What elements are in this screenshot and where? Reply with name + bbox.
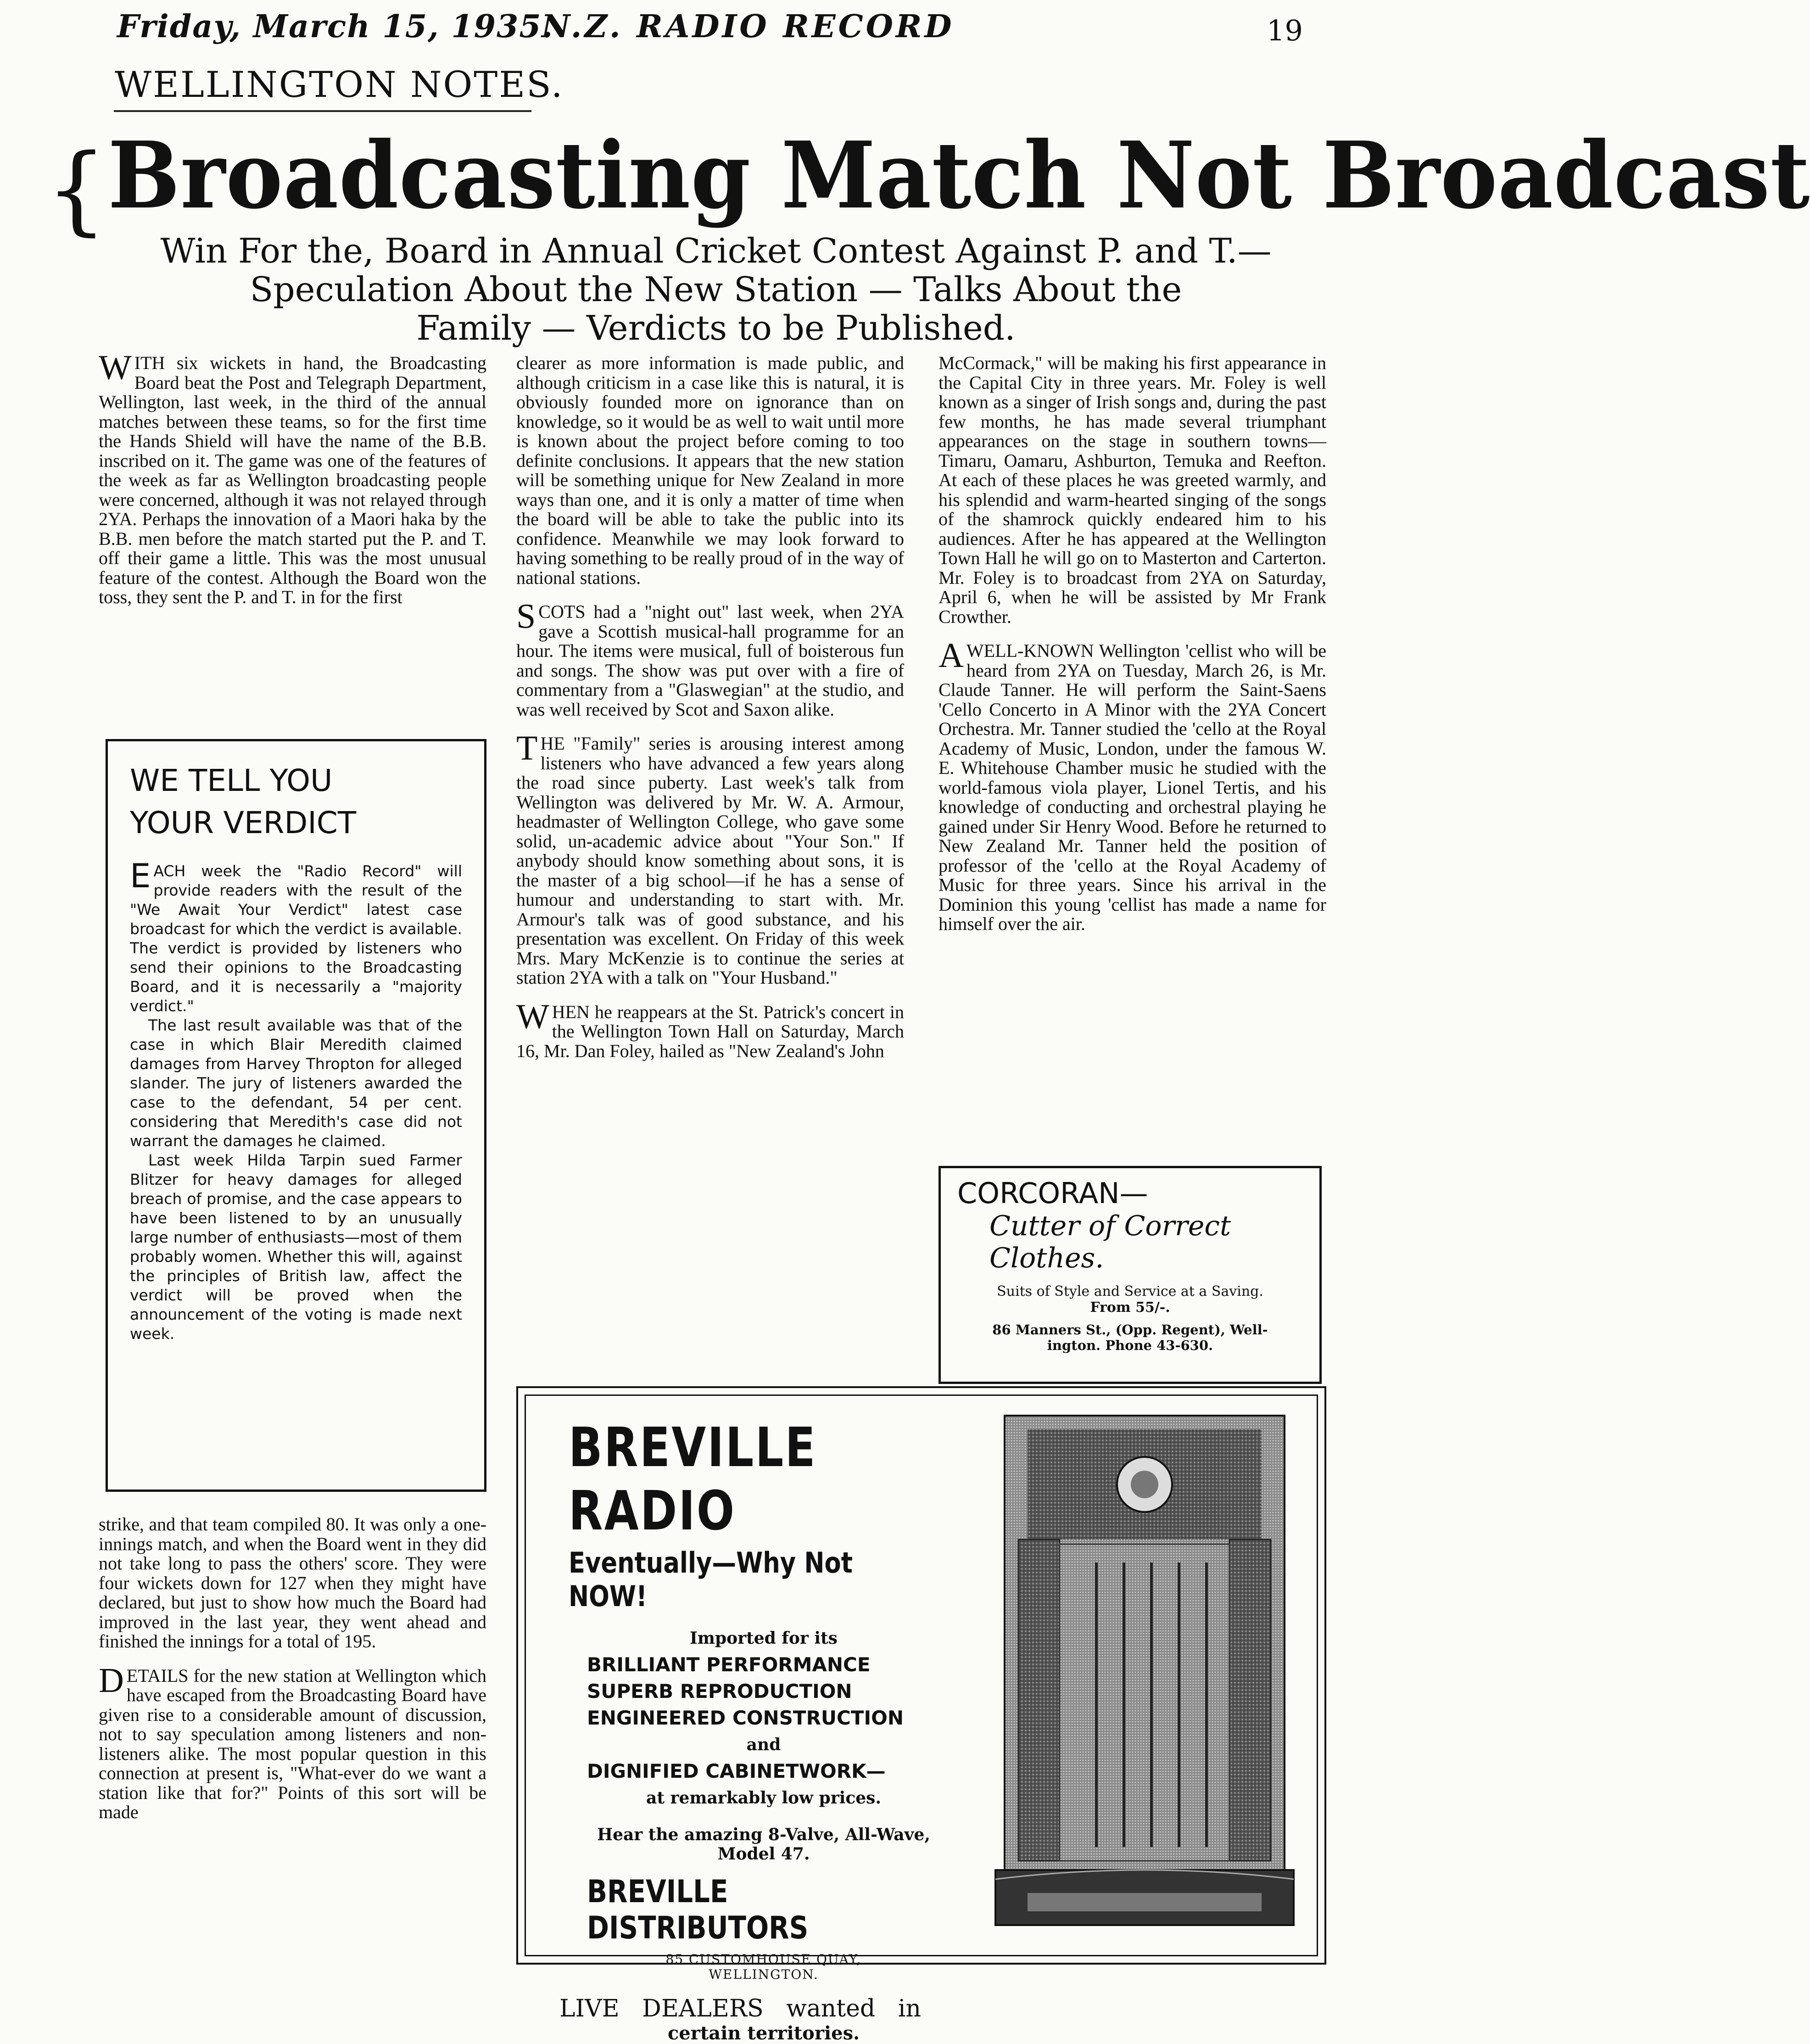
article-column-1-top bbox=[99, 348, 486, 721]
paragraph: Last week Hilda Tarpin sued Farmer Blitzer for heavy damages for alleged breach of promise, and the case appears to have been listened to by an unusually large number of enthusiasts—most of them probably women. Whether this will, against the principles of British law, affect the verdict will be proved when the announcement of the voting is made next week. bbox=[130, 1151, 462, 1343]
ad-tagline: Clothes. bbox=[989, 1242, 1104, 1274]
paragraph: HEN he reappears at the St. Patrick's concert in the Wellington Town Hall on Saturday, March 16, Mr. Dan Foley, hailed as "New Zealand's John bbox=[516, 1001, 904, 1061]
breville-imported: Imported for its bbox=[690, 1629, 838, 1648]
issue-date: Friday, March 15, 1935. bbox=[117, 8, 554, 45]
breville-price: at remarkably low prices. bbox=[646, 1788, 881, 1808]
paragraph: ACH week the "Radio Record" will provide readers with the result of the "We Await Your Verdict" latest case broadcast for which the verdict is available. The verdict is provided by listeners who send their opinions to the Broadcasting Board, and it is necessarily a "majority verdict." bbox=[130, 862, 462, 1015]
deck bbox=[106, 232, 1326, 347]
article-column-2 bbox=[516, 353, 904, 1382]
breville-address: 85 CUSTOMHOUSE QUAY, bbox=[665, 1952, 862, 1967]
drop-cap: E bbox=[130, 857, 151, 895]
section-title: WELLINGTON NOTES. bbox=[115, 64, 564, 106]
breville-feature: SUPERB REPRODUCTION bbox=[587, 1680, 852, 1702]
breville-hear: Model 47. bbox=[717, 1844, 810, 1864]
paragraph: clearer as more information is made public, and although criticism in a case like this is natural, it is obviously founded more on ignorance than on knowledge, so it would be as well to wait until more is known about the project before coming to too definite conclusions. It appears that the new station will be something unique for New Zealand in more ways than one, and it is only a matter of time when the board will be able to take the public into its confidence. Meanwhile we may look forward to having something to be really proud of in the way of national stations. bbox=[516, 353, 904, 588]
drop-cap: W bbox=[99, 348, 132, 387]
paragraph: McCormack," will be making his first appearance in the Capital City in three years. Mr. Foley is well known as a singer of Irish songs and, during the past few months, he has made several triumphant appearances on the stage in southern towns—Timaru, Oamaru, Ashburton, Temuka and Reefton. At each of these places he was greeted warmly, and his splendid and warm-hearted singing of the songs of the shamrock quickly endeared him to his audiences. After he has appeared at the Wellington Town Hall he will go on to Masterton and Carterton. Mr. Foley is to broadcast from 2YA on Saturday, April 6, when he will be assisted by Mr Frank Crowther. bbox=[939, 353, 1326, 627]
breville-and: and bbox=[746, 1735, 781, 1754]
breville-feature: DIGNIFIED CABINETWORK— bbox=[587, 1760, 886, 1782]
paragraph: HE "Family" series is arousing interest among listeners who have advanced a few years along the road since puberty. Last week's talk from Wellington was delivered by Mr. W. A. Armour, headmaster of Wellington College, who gave some solid, un-academic advice about "Your Son." If anybody should know something about sons, it is the master of a big school—if he has a sense of humour and understanding to start with. Mr. Armour's talk was of good substance, and his presentation was excellent. On Friday of this week Mrs. Mary McKenzie is to continue the series at station 2YA with a talk on "Your Husband." bbox=[516, 733, 904, 988]
breville-distributors: BREVILLE DISTRIBUTORS bbox=[587, 1874, 809, 1946]
ad-line: From 55/-. bbox=[1090, 1299, 1170, 1316]
paragraph: The last result available was that of the case in which Blair Meredith claimed damages from Harvey Thropton for alleged slander. The jury of listeners awarded the case to the defendant, 54 per cent. considering that Meredith's case did not warrant the damages he claimed. bbox=[130, 1016, 462, 1150]
verdict-title-line: YOUR VERDICT bbox=[130, 805, 357, 840]
breville-feature: BRILLIANT PERFORMANCE bbox=[587, 1653, 871, 1676]
deck-line: Speculation About the New Station — Talks About the bbox=[250, 270, 1182, 309]
ad-tagline: Cutter of Correct bbox=[989, 1210, 1231, 1242]
breville-ad bbox=[516, 1386, 1326, 2044]
breville-text-block bbox=[550, 1416, 977, 2044]
paragraph: ETAILS for the new station at Wellington which have escaped from the Broadcasting Board have given rise to a considerable amount of discussion, not to say speculation among listeners and non-listeners alike. The most popular question in this connection at present is, "What-ever do we want a station like that for?" Points of this sort will be made bbox=[99, 1665, 486, 1822]
verdict-body bbox=[130, 857, 462, 1344]
deck-line: Win For the, Board in Annual Cricket Contest Against P. and T.— bbox=[160, 231, 1272, 271]
headline: Broadcasting Match Not Broadcast bbox=[108, 122, 1810, 230]
drop-cap: W bbox=[516, 997, 549, 1036]
publication-name: N.Z. RADIO RECORD bbox=[542, 8, 955, 45]
ad-line: Suits of Style and Service at a Saving. bbox=[997, 1283, 1263, 1299]
article-column-3 bbox=[939, 353, 1326, 1157]
drop-cap: S bbox=[516, 597, 536, 636]
paragraph: COTS had a "night out" last week, when 2YA gave a Scottish musical-hall programme for an hour. The items were musical, full of boisterous fun and songs. The show was put over with a fire of commentary from a "Glaswegian" at the studio, and was well received by Scot and Saxon alike. bbox=[516, 601, 904, 720]
breville-dealers: LIVE DEALERS wanted in bbox=[559, 1995, 921, 2022]
article-column-1-bottom bbox=[99, 1515, 486, 2020]
drop-cap: A bbox=[939, 636, 964, 675]
bracket-mark: { bbox=[46, 133, 107, 246]
paragraph: ITH six wickets in hand, the Broadcasting Board beat the Post and Telegraph Department, Wellington, last week, in the third of the annual matches between these teams, so for the first time the Hands Shield will have the name of the B.B. inscribed on it. The game was one of the features of the week as far as Wellington broadcasting people were concerned, although it was not relayed through 2YA. Perhaps the innovation of a Maori haka by the B.B. men before the match started put the P. and T. off their game a little. This was the most unusual feature of the contest. Although the Board won the toss, they sent the P. and T. in for the first bbox=[99, 353, 486, 607]
breville-slogan: Eventually—Why Not NOW! bbox=[569, 1546, 853, 1613]
breville-title: BREVILLE RADIO bbox=[569, 1416, 817, 1542]
section-rule bbox=[114, 110, 531, 112]
ad-address: 86 Manners St., (Opp. Regent), Well- bbox=[992, 1322, 1268, 1338]
paragraph: strike, and that team compiled 80. It was only a one-innings match, and when the Board went in they did not take long to pass the others' score. They were four wickets down for 127 when they might have declared, but just to show how much the Board had improved in the last year, they went ahead and finished the innings for a total of 195. bbox=[99, 1514, 486, 1652]
breville-dealers: certain territories. bbox=[667, 2022, 860, 2044]
ad-address: ington. Phone 43-630. bbox=[1047, 1338, 1213, 1353]
breville-address: WELLINGTON. bbox=[709, 1967, 819, 1982]
verdict-box bbox=[106, 739, 486, 1492]
verdict-title-line: WE TELL YOU bbox=[130, 763, 333, 798]
paragraph: WELL-KNOWN Wellington 'cellist who will be heard from 2YA on Tuesday, March 26, is Mr. Claude Tanner. He will perform the Saint-Saens 'Cello Concerto in A Minor with the 2YA Concert Orchestra. Mr. Tanner studied the 'cello at the Royal Academy of Music, London, under the famous W. E. Whitehouse Chamber music he studied with the world-famous viola player, Lionel Tertis, and his knowledge of conducting and orchestral playing he gained under Sir Henry Wood. Before he returned to New Zealand Mr. Tanner held the position of professor of the 'cello at the Royal Academy of Music for three years. Since his arrival in the Dominion this young 'cellist has made a name for himself over the air. bbox=[939, 640, 1326, 934]
deck-line: Family — Verdicts to be Published. bbox=[416, 308, 1016, 348]
breville-hear: Hear the amazing 8-Valve, All-Wave, bbox=[597, 1825, 930, 1844]
page-number: 19 bbox=[1267, 14, 1303, 47]
drop-cap: D bbox=[99, 1661, 124, 1700]
ad-brand: CORCORAN— bbox=[957, 1176, 1148, 1210]
radio-cabinet-illustration bbox=[977, 1406, 1312, 1943]
drop-cap: T bbox=[516, 729, 538, 767]
breville-feature: ENGINEERED CONSTRUCTION bbox=[587, 1707, 904, 1729]
corcoran-ad bbox=[939, 1166, 1322, 1384]
